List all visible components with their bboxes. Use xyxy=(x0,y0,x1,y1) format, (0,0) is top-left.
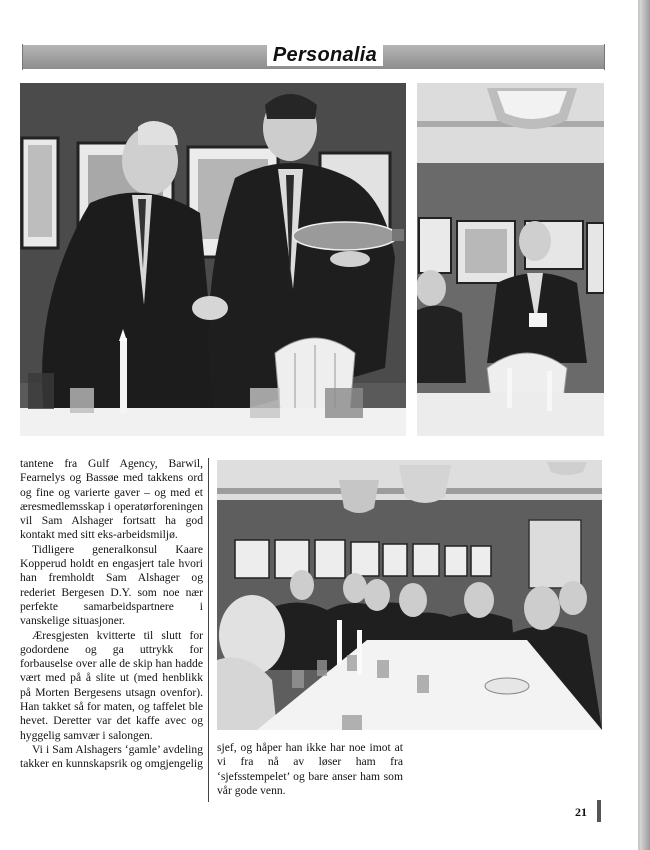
paragraph: tantene fra Gulf Agency, Barwil, Fearnelys og Bassøe med takkens ord og fine og varierte gaver – og med et æresmedlemsskap i operatørforeningen vil Sam Alshager fortsatt ha god kontakt med sitt eks-arbeidsmiljø. xyxy=(20,457,203,542)
handshake-gift-photo-art xyxy=(20,83,406,436)
paragraph: sjef, og håper han ikke har noe imot at vi fra nå av løser ham fra ‘sjefsstempelet’ og bare anser ham som vår gode venn. xyxy=(217,741,403,797)
banquet-dinner-photo xyxy=(217,460,602,730)
column-divider xyxy=(208,458,209,802)
speech-photo-art xyxy=(417,83,604,436)
banquet-dinner-photo-art xyxy=(217,460,602,730)
speech-photo xyxy=(417,83,604,436)
article-column-left xyxy=(20,457,203,772)
paragraph: Vi i Sam Alshagers ‘gamle’ avdeling takker en kunnskapsrik og omgjengelig xyxy=(20,742,203,771)
paragraph: Tidligere generalkonsul Kaare Kopperud holdt en engasjert tale hvori han fremholdt Sam Alshager og rederiet Bergesen D.Y. som noe nær perfekte samarbeidspartnere i vanskelige situasjoner. xyxy=(20,542,203,628)
page-number: 21 xyxy=(575,805,587,819)
paragraph: Æresgjesten kvitterte til slutt for godordene og ga uttrykk for forbauselse over alle de skip han hadde vært med på å slite ut (med henblikk på Morten Bergesens utsagn ovenfor). Han takket så for maten, og taffelet ble hevet. Deretter var det kaffe avec og hyggelig samvær i salongen. xyxy=(20,628,203,742)
page-number-tab xyxy=(597,800,601,822)
article-column-right xyxy=(217,741,403,798)
section-title-text: Personalia xyxy=(267,44,383,66)
section-title xyxy=(0,44,650,67)
page-edge xyxy=(640,0,650,850)
handshake-gift-photo xyxy=(20,83,406,436)
